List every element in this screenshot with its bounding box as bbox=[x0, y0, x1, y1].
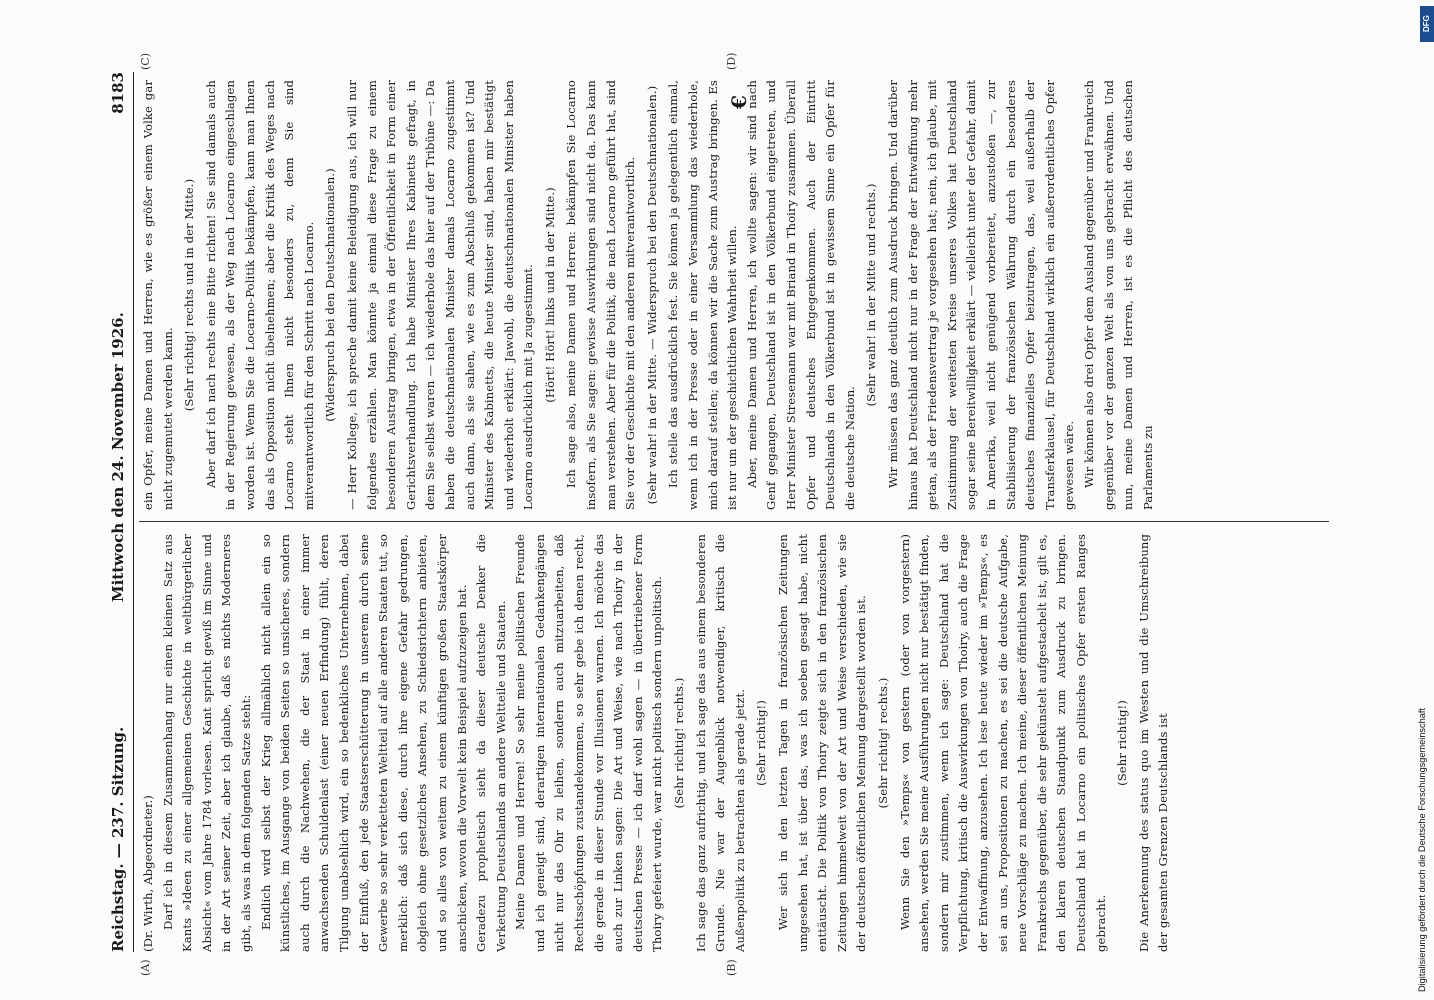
paragraph: Die Anerkennung des status quo im Westen und die Umschreibung der gesamten Grenzen Deutschlands ist bbox=[1136, 534, 1171, 952]
quotation: Endlich wird selbst der Krieg allmählich nicht allein ein so künstliches, im Ausgange von beiden Seiten so unsicheres, sondern auch durch die Nachwehen, die der Staat in einer immer anwachsenden Schuldenlast (einer neuen Erfindung) fühlt, deren Tilgung unabsehlich wird, ein so bedenkliches Unternehmen, dabei der Einfluß, den jede Staatserschütterung in unserem durch seine Gewerbe so sehr verketteten Weltteil auf alle anderen Staaten tut, so merklich: daß sich diese, durch ihre eigene Gefahr gedrungen, obgleich ohne gesetzliches Ansehen, zu Schiedsrichtern anbieten, und so alles von weitem zu einem künftigen großen Staatskörper anschicken, wovon die Vorwelt kein Beispiel aufzuzeigen hat. bbox=[258, 534, 469, 952]
interjection: (Hört! Hört! links und in der Mitte.) bbox=[542, 187, 557, 403]
page-number: 8183 bbox=[109, 72, 127, 114]
paragraph: Geradezu prophetisch sieht da dieser deutsche Denker die Verkettung Deutschlands an andere Weltteile und Staaten. bbox=[474, 534, 508, 952]
interjection: (Sehr wahr! in der Mitte und rechts.) bbox=[864, 183, 879, 407]
column-divider bbox=[139, 521, 1329, 522]
paragraph: ein Opfer, meine Damen und Herren, wie es größer einem Volke gar nicht zugemutet werden kann. bbox=[141, 80, 175, 510]
header-date: Mittwoch den 24. November 1926. bbox=[109, 312, 127, 602]
column-left bbox=[139, 534, 1339, 952]
paragraph: Ich sage also, meine Damen und Herren: bekämpfen Sie Locarno insofern, als Sie sagen: gewisse Auswirkungen sind nicht da. Das kann man verstehen. Aber für die Politik, die nach Locarno geführt hat, sind Sie vor der Geschichte mit den anderen mitverantwortlich. bbox=[564, 80, 638, 510]
interjection: (Widerspruch bei den Deutschnationalen.) bbox=[323, 168, 338, 422]
paragraph: Wir müssen das ganz deutlich zum Ausdruck bringen. Und darüber hinaus hat Deutschland nicht nur in der Frage der Entwaffnung mehr getan, als der Friedensvertrag je vorgesehen hat; nein, ich glaube, mit Zustimmung der weitesten Kreise unseres Volkes hat Deutschland sogar seine Bereitwilligkeit erklärt — vielleicht unter der Gefahr, damit in Amerika, weil nicht genügend vorbereitet, anzustoßen —, zur Stabilisierung der französischen Währung durch ein besonderes deutsches finanzielles Opfer beizutragen, das, weil außerhalb der Transferklausel, für Deutschland wirklich ein außerordentliches Opfer gewesen wäre. bbox=[885, 80, 1077, 510]
paragraph: Wir können also drei Opfer dem Ausland gegenüber und Frankreich gegenüber vor der ganzen Welt als von uns gebracht erwähnen. Und nun, meine Damen und Herren, ist es die Pflicht des deutschen Parlaments zu bbox=[1081, 80, 1155, 510]
paragraph: Aber darf ich nach rechts eine Bitte richten! Sie sind damals auch in der Regierung gewesen, als der Weg nach Locarno eingeschlagen worden ist. Wenn Sie die Locarno-Politik bekämpfen, kann man Ihnen das als Opposition nicht übelnehmen; aber die Kritik des Weges nach Locarno steht Ihnen nicht besonders zu, denn Sie sind mitverantwortlich für den Schritt nach Locarno. bbox=[203, 80, 316, 510]
rotated-document-page bbox=[105, 52, 1345, 976]
paragraph: Ich sage das ganz aufrichtig, und ich sage das aus einem besonderen Grunde. Nie war der Augenblick notwendiger, kritisch die Außenpolitik zu betrachten als gerade jetzt. bbox=[693, 534, 747, 952]
paragraph: Wer sich in den letzten Tagen in französischen Zeitungen umgesehen hat, ist über das, was ich soeben gesagt habe, nicht enttäuscht. Die Politik von Thoiry zeigte sich in den französischen Zeitungen himmelweit von der Art und Weise verschieden, wie sie der deutschen öffentlichen Meinung dargestellt worden ist. bbox=[776, 534, 869, 952]
margin-mark-b: (B) bbox=[725, 959, 738, 976]
margin-mark-a: (A) bbox=[139, 959, 152, 976]
paragraph: Aber, meine Damen und Herren, ich wollte sagen: wir sind nach Genf gegangen, Deutschland ist in den Völkerbund eingetreten, und Herr Minister Stresemann war mit Briand in Thoiry zusammen. Überall Opfer und deutsches Entgegenkommen. Auch der Eintritt Deutschlands in den Völkerbund ist in gewissem Sinne ein Opfer für die deutsche Nation. bbox=[744, 80, 857, 510]
margin-mark-c: (C) bbox=[139, 53, 152, 70]
paragraph: — Herr Kollege, ich spreche damit keine Beleidigung aus, ich will nur folgendes erzählen. Man könnte ja einmal diese Frage zu einem besonderen Austrag bringen, etwa in der Öffentlichkeit in Form einer Gerichtsverhandlung. Ich habe Minister Ihres Kabinetts gefragt, in dem Sie selbst waren — ich wiederhole das hier auf der Tribüne —: Da haben die deutschnationalen Minister damals Locarno zugestimmt auch dann, als sie sahen, wie es zum Abschluß gekommen ist? Und Minister des Kabinetts, die heute Minister sind, haben mir bestätigt und wiederholt erklärt: Jawohl, die deutschnationalen Minister haben Locarno ausdrücklich mit Ja zugestimmt. bbox=[344, 80, 536, 510]
speaker-label: (Dr. Wirth, Abgeordneter.) bbox=[141, 795, 155, 952]
interjection: (Sehr richtig! rechts.) bbox=[875, 677, 890, 809]
header-session: Reichstag. — 237. Sitzung. bbox=[109, 726, 127, 952]
interjection: (Sehr richtig! rechts.) bbox=[672, 677, 687, 809]
paragraph: Darf ich in diesem Zusammenhang nur einen kleinen Satz aus Kants »Ideen zu einer allgemeinen Geschichte in weltbürgerlicher Absicht« vom Jahre 1784 vorlesen. Kant spricht gewiß im Sinne und in der Art seiner Zeit, aber ich glaube, daß es nichts Moderneres gibt, als was in dem folgenden Satze steht: bbox=[160, 534, 253, 952]
dfg-logo: DFG bbox=[1420, 6, 1434, 42]
page-mark-icon: € bbox=[727, 95, 751, 109]
header-rule bbox=[133, 72, 134, 952]
interjection: (Sehr richtig!) bbox=[1115, 700, 1130, 786]
column-right bbox=[139, 80, 1339, 510]
digitization-credit: Digitalisierung gefördert durch die Deutsche Forschungsgemeinschaft bbox=[1417, 708, 1427, 992]
paragraph: Meine Damen und Herren! So sehr meine politischen Freunde und ich geneigt sind, derartigen internationalen Gedankengängen nicht nur das Ohr zu leihen, sondern auch mitzuarbeiten, daß Rechtsschöpfungen zustandekommen, so sehr gebe ich denen recht, die gerade in dieser Stunde vor Illusionen warnen. Ich möchte das auch zur Linken sagen: Die Art und Weise, wie nach Thoiry in der deutschen Presse — ich darf wohl sagen — in übertriebener Form Thoiry gefeiert wurde, war nicht politisch sondern unpolitisch. bbox=[513, 534, 665, 952]
paragraph: Wenn Sie den »Temps« von gestern (oder von vorgestern) ansehen, werden Sie meine Ausführungen nicht nur bestätigt finden, sondern mir zustimmen, wenn ich sage: Deutschland hat die Verpflichtung, kritisch die Auswirkungen von Thoiry, auch die Frage der Entwaffnung, anzusehen. Ich lese heute wieder im »Temps«, es sei an uns, Propositionen zu machen, es sei die deutsche Aufgabe, neue Vorschläge zu machen. Ich meine, dieser öffentlichen Meinung Frankreichs gegenüber, die sehr gekünstelt aufgestachelt ist, gilt es, den klaren deutschen Standpunkt zum Ausdruck zu bringen. Deutschland hat in Locarno ein politisches Opfer ersten Ranges gebracht. bbox=[897, 534, 1108, 952]
page-header bbox=[105, 72, 131, 952]
interjection: (Sehr richtig!) bbox=[754, 700, 769, 786]
paragraph: Ich stelle das ausdrücklich fest. Sie können ja gelegentlich einmal, wenn ich in der Presse oder in einer Versammlung das wiederhole, mich darauf stellen; da können wir die Sache zum Austrag bringen. Es ist nur um der geschichtlichen Wahrheit willen. bbox=[666, 80, 740, 510]
interjection: (Sehr wahr! in der Mitte. — Widerspruch bei den Deutschnationalen.) bbox=[644, 85, 659, 505]
interjection: (Sehr richtig! rechts und in der Mitte.) bbox=[182, 178, 197, 412]
margin-mark-d: (D) bbox=[725, 52, 738, 70]
